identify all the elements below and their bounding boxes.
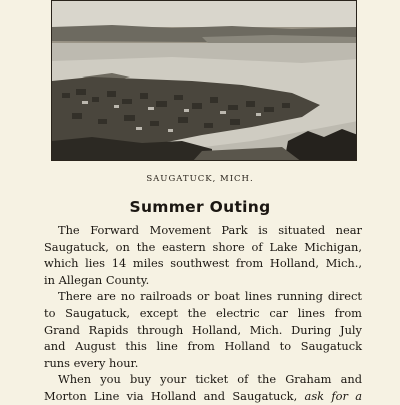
text-line: Saugatuck, on the eastern shore of Lake Michigan,: [44, 239, 362, 254]
text-line: Grand Rapids through Holland, Mich. During July: [44, 322, 362, 337]
text-line: which lies 14 miles southwest from Holland, Mich.,: [44, 256, 362, 271]
text-line: The Forward Movement Park is situated near: [58, 223, 362, 237]
text-line: There are no railroads or boat lines running direct: [58, 289, 362, 304]
text-line: to Saugatuck, except the electric car lines from: [44, 305, 362, 320]
text-plain: Morton Line via Holland and Saugatuck,: [44, 388, 305, 403]
photo-caption: SAUGATUCK, MICH.: [146, 174, 254, 184]
text-line: in Allegan County.: [44, 272, 150, 287]
text-line: and August this line from Holland to Saugatuck: [44, 339, 362, 354]
text-line: When you buy your ticket of the Graham and: [58, 372, 362, 387]
saugatuck-photograph: [51, 0, 357, 161]
section-heading: Summer Outing: [129, 198, 271, 216]
text-line: [44, 388, 362, 405]
text-line: runs every hour.: [44, 355, 139, 370]
text-italic: ask for a: [304, 388, 363, 403]
body-text: [44, 222, 362, 405]
